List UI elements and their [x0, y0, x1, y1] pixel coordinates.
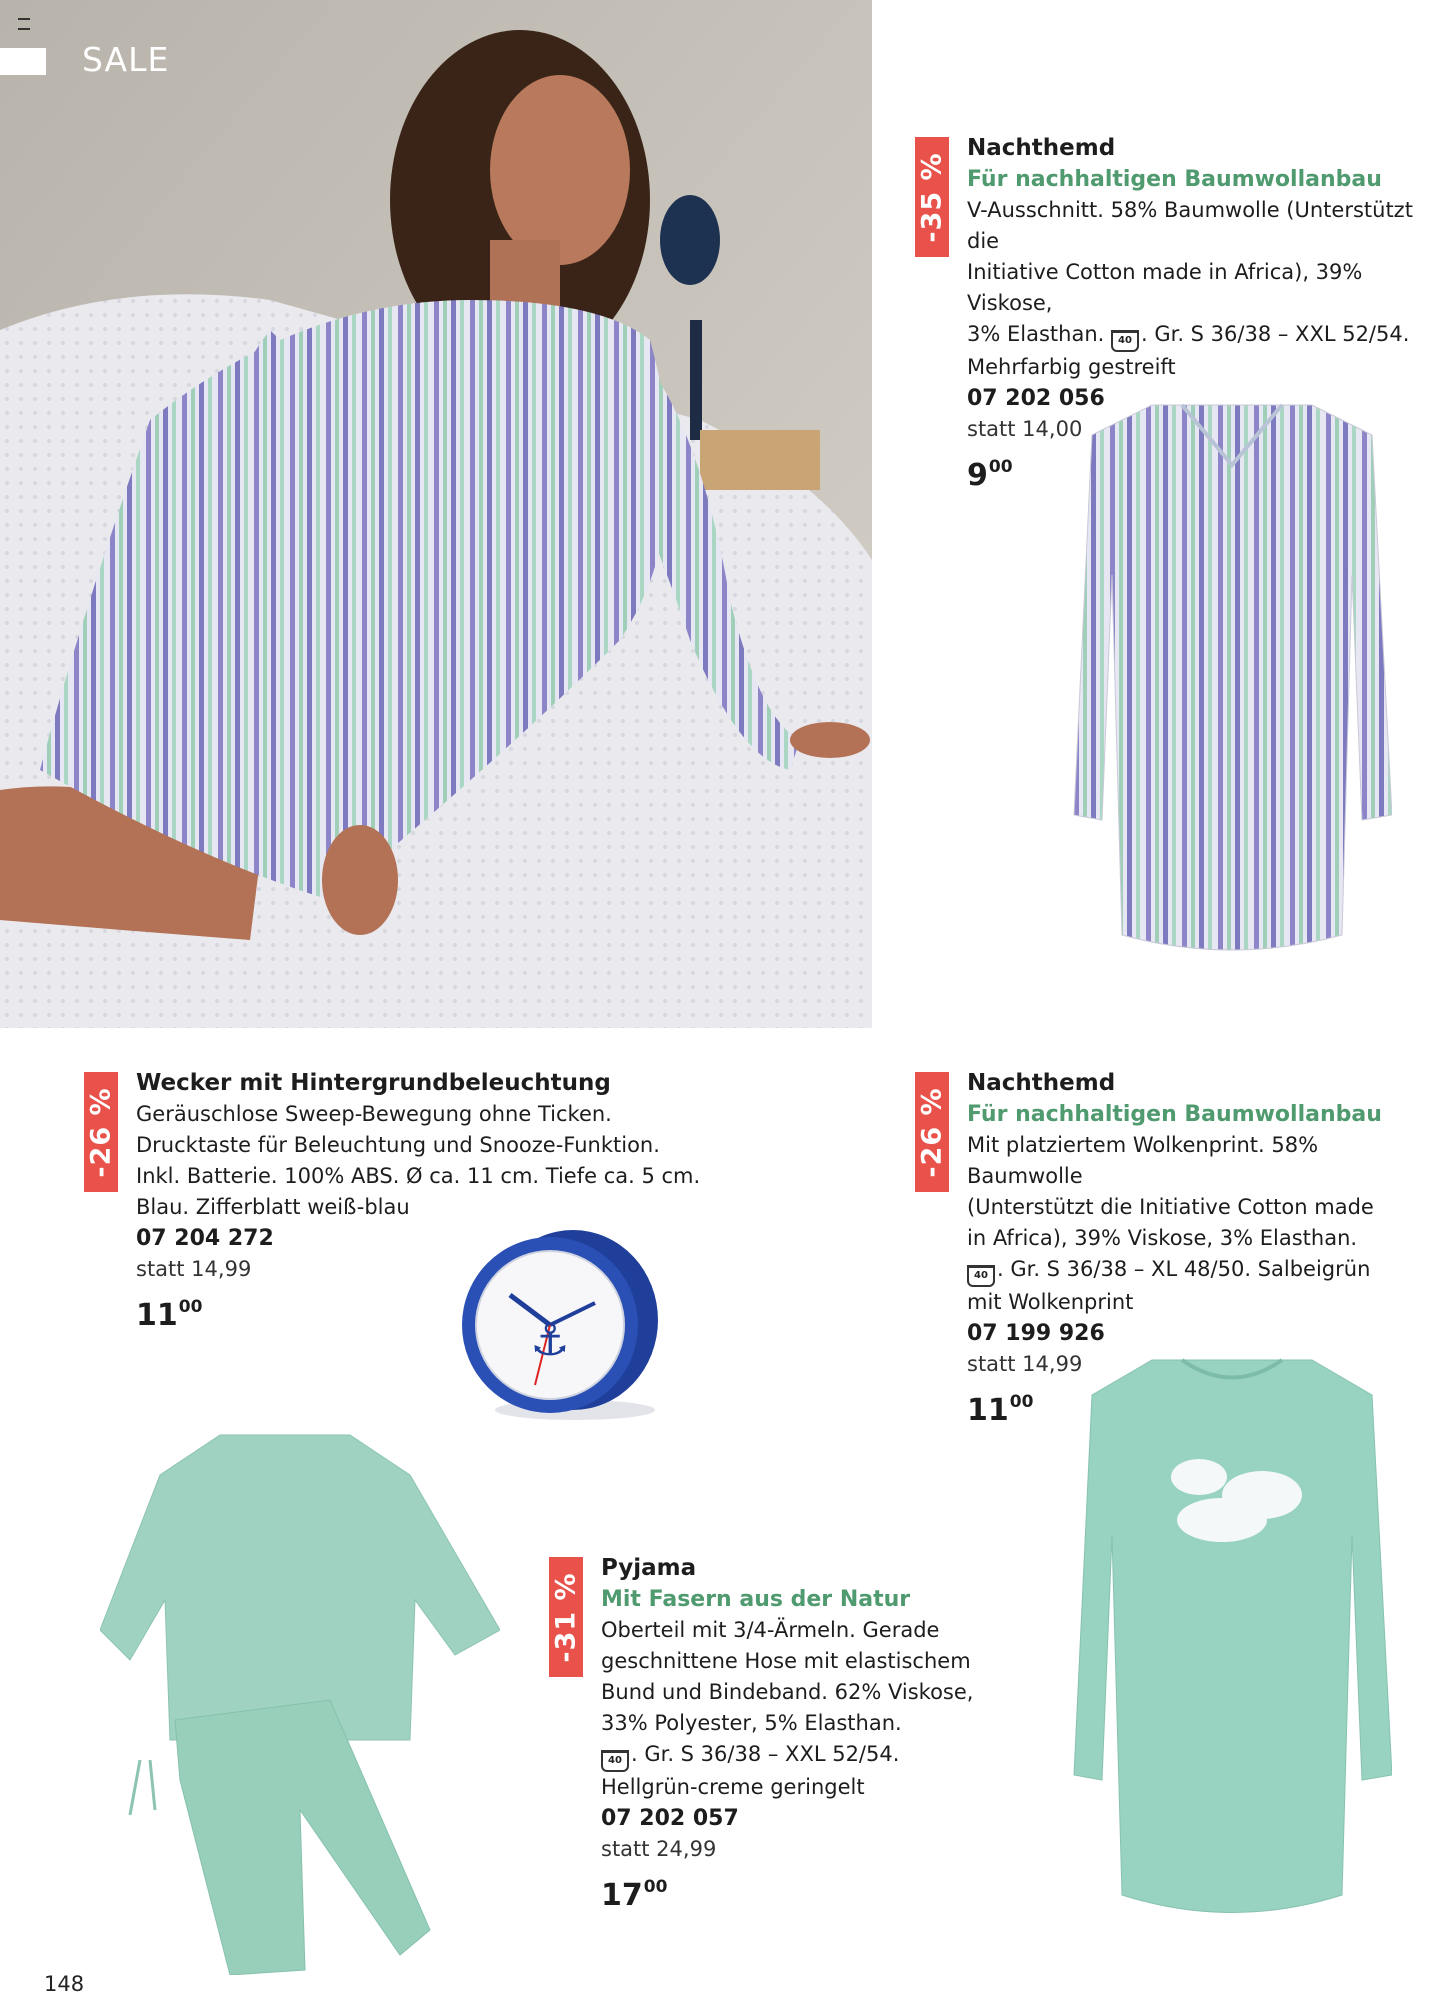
product-desc-line: Mit platziertem Wolkenprint. 58% Baumwolle — [967, 1133, 1319, 1188]
product-name: Nachthemd — [967, 135, 1116, 161]
sale-price: $9^{00}$ — [967, 457, 1013, 493]
size-line: 40 . Gr. S 36/38 – XXL 52/54. — [601, 1739, 981, 1772]
menu-icon[interactable] — [18, 18, 30, 30]
product-claim: Für nachhaltigen Baumwollanbau — [967, 167, 1382, 192]
product-image-striped-nightgown[interactable] — [1072, 395, 1392, 979]
product-image-pyjama[interactable] — [100, 1430, 500, 1979]
product-info-pyjama — [601, 1553, 981, 1918]
color-line: Mehrfarbig gestreift — [967, 355, 1176, 379]
old-price: statt 14,00 — [967, 417, 1083, 441]
product-name: Wecker mit Hintergrundbeleuchtung — [136, 1070, 611, 1096]
article-number: 07 202 056 — [967, 386, 1105, 411]
article-number: 07 202 057 — [601, 1806, 739, 1831]
product-desc-line: Drucktaste für Beleuchtung und Snooze-Funktion. — [136, 1133, 660, 1157]
article-number: 07 204 272 — [136, 1226, 274, 1251]
product-desc-line: Oberteil mit 3/4-Ärmeln. Gerade — [601, 1618, 940, 1642]
product-name: Pyjama — [601, 1555, 697, 1581]
product-claim: Für nachhaltigen Baumwollanbau — [967, 1102, 1382, 1127]
color-line: mit Wolkenprint — [967, 1290, 1134, 1314]
product-image-cloud-nightgown[interactable] — [1072, 1355, 1392, 1934]
wash-care-icon: 40 — [601, 1750, 629, 1772]
color-line: Hellgrün-creme geringelt — [601, 1775, 865, 1799]
old-price: statt 24,99 — [601, 1837, 717, 1861]
section-marker — [0, 48, 46, 75]
product-name: Nachthemd — [967, 1070, 1116, 1096]
discount-badge: -35 % — [915, 137, 949, 257]
wash-care-icon: 40 — [1111, 330, 1139, 352]
product-desc-line: Inkl. Batterie. 100% ABS. Ø ca. 11 cm. Tiefe ca. 5 cm. — [136, 1164, 701, 1188]
product-desc-line: 33% Polyester, 5% Elasthan. — [601, 1711, 902, 1735]
svg-text:⚓: ⚓ — [530, 1315, 570, 1366]
old-price: statt 14,99 — [967, 1352, 1083, 1376]
product-desc-line: Blau. Zifferblatt weiß-blau — [136, 1195, 410, 1219]
product-image-alarm-clock[interactable] — [455, 1225, 665, 1429]
sale-price: $11^{00}$ — [967, 1392, 1034, 1428]
product-claim: Mit Fasern aus der Natur — [601, 1587, 911, 1612]
hero-photo — [0, 0, 872, 1028]
size-line: 3% Elasthan. 40 . Gr. S 36/38 – XXL 52/54. — [967, 319, 1437, 352]
section-label: SALE — [82, 40, 170, 79]
product-desc-line: Initiative Cotton made in Africa), 39% Viskose, — [967, 260, 1363, 315]
product-desc-line: Geräuschlose Sweep-Bewegung ohne Ticken. — [136, 1102, 612, 1126]
size-line: 40 . Gr. S 36/38 – XL 48/50. Salbeigrün — [967, 1254, 1437, 1287]
product-desc-line: (Unterstützt die Initiative Cotton made — [967, 1195, 1374, 1219]
discount-badge: -31 % — [549, 1557, 583, 1677]
discount-badge: -26 % — [84, 1072, 118, 1192]
article-number: 07 199 926 — [967, 1321, 1105, 1346]
page-number: 148 — [44, 1972, 85, 1996]
product-desc-line: V-Ausschnitt. 58% Baumwolle (Unterstützt die — [967, 198, 1413, 253]
wash-care-icon: 40 — [967, 1265, 995, 1287]
product-desc-line: Bund und Bindeband. 62% Viskose, — [601, 1680, 974, 1704]
sale-price: $17^{00}$ — [601, 1877, 668, 1913]
product-desc-line: geschnittene Hose mit elastischem — [601, 1649, 971, 1673]
old-price: statt 14,99 — [136, 1257, 252, 1281]
product-desc-line: in Africa), 39% Viskose, 3% Elasthan. — [967, 1226, 1358, 1250]
sale-price: $11^{00}$ — [136, 1297, 203, 1333]
discount-badge: -26 % — [915, 1072, 949, 1192]
